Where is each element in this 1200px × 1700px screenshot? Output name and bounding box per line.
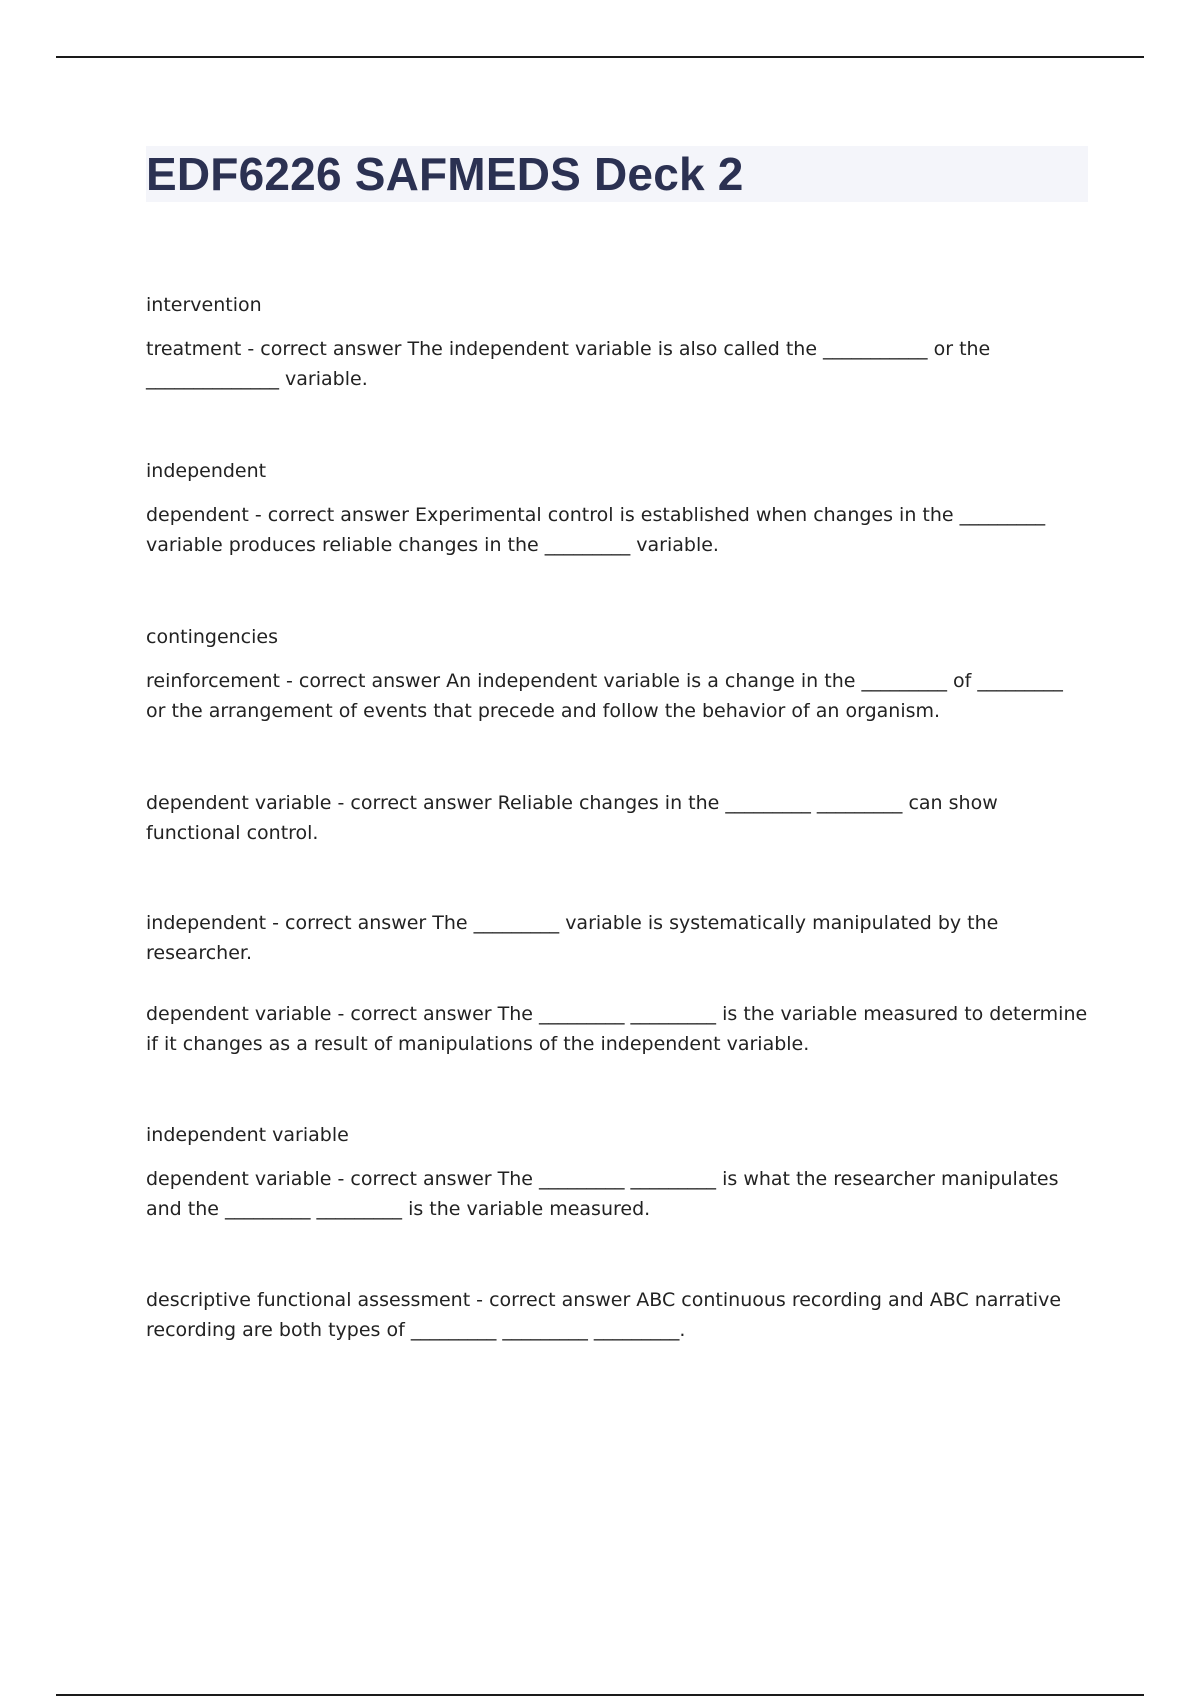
bottom-rule — [56, 1694, 1144, 1696]
card-definition: dependent variable - correct answer The _________ _________ is what the researcher manipulates and the _________ _________ is the variable measured. — [146, 1168, 1059, 1220]
top-rule — [56, 56, 1144, 58]
card-term: intervention — [146, 294, 262, 316]
card-definition: treatment - correct answer The independent variable is also called the ___________ or the ______________ variable. — [146, 338, 991, 390]
card-definition: descriptive functional assessment - correct answer ABC continuous recording and ABC narrative recording are both types of _________ _________ _________. — [146, 1289, 1062, 1341]
card-definition: independent - correct answer The _________ variable is systematically manipulated by the researcher. — [146, 912, 999, 964]
card-term: independent — [146, 460, 267, 482]
card-term: contingencies — [146, 626, 278, 648]
card-term: independent variable — [146, 1124, 349, 1146]
card-definition: reinforcement - correct answer An independent variable is a change in the _________ of _________ or the arrangement of events that precede and follow the behavior of an organism. — [146, 670, 1063, 722]
page-title: EDF6226 SAFMEDS Deck 2 — [146, 148, 744, 200]
card-definition: dependent - correct answer Experimental control is established when changes in the _________ variable produces reliable changes in the _________ variable. — [146, 504, 1046, 556]
card-definition: dependent variable - correct answer The _________ _________ is the variable measured to determine if it changes as a result of manipulations of the independent variable. — [146, 1003, 1088, 1055]
card-definition: dependent variable - correct answer Reliable changes in the _________ _________ can show functional control. — [146, 792, 998, 844]
